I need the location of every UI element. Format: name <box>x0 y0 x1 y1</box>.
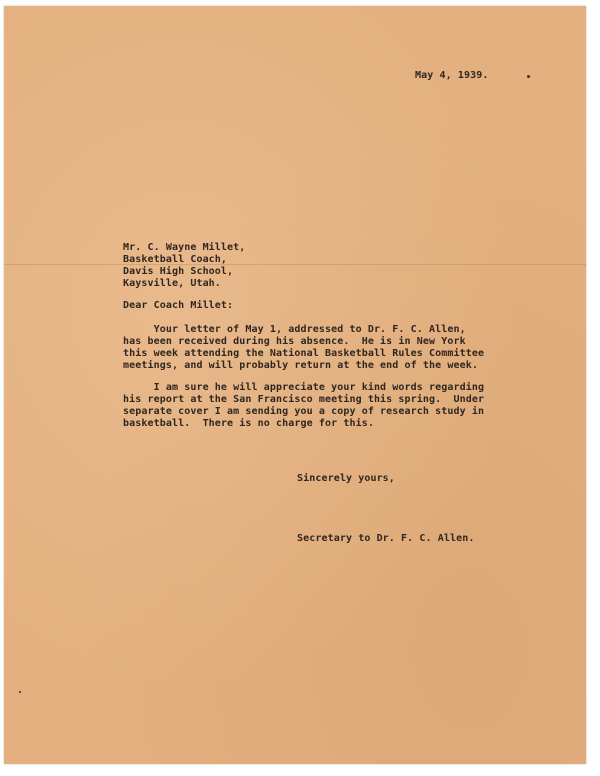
letter-date: May 4, 1939. <box>415 70 489 81</box>
closing: Sincerely yours, <box>297 473 395 484</box>
paragraph-line: I am sure he will appreciate your kind words regarding <box>123 382 485 393</box>
address-line: Davis High School, <box>123 266 234 277</box>
paragraph-line: this week attending the National Basketball Rules Committee <box>123 348 485 359</box>
paragraph-line: his report at the San Francisco meeting this spring. Under <box>123 394 485 405</box>
paragraph-line: separate cover I am sending you a copy of research study in <box>123 406 485 417</box>
letter-page <box>4 6 586 764</box>
salutation: Dear Coach Millet: <box>123 300 234 311</box>
paragraph-line: meetings, and will probably return at the end of the week. <box>123 360 478 371</box>
ink-mark <box>19 691 21 693</box>
signature-line: Secretary to Dr. F. C. Allen. <box>297 533 475 544</box>
address-line: Kaysville, Utah. <box>123 278 221 289</box>
paragraph-line: has been received during his absence. He is in New York <box>123 336 466 347</box>
paragraph-line: basketball. There is no charge for this. <box>123 418 374 429</box>
fold-crease <box>4 264 586 265</box>
paragraph-line: Your letter of May 1, addressed to Dr. F. C. Allen, <box>123 324 466 335</box>
address-line: Mr. C. Wayne Millet, <box>123 242 246 253</box>
ink-mark <box>527 75 530 78</box>
address-line: Basketball Coach, <box>123 254 228 265</box>
